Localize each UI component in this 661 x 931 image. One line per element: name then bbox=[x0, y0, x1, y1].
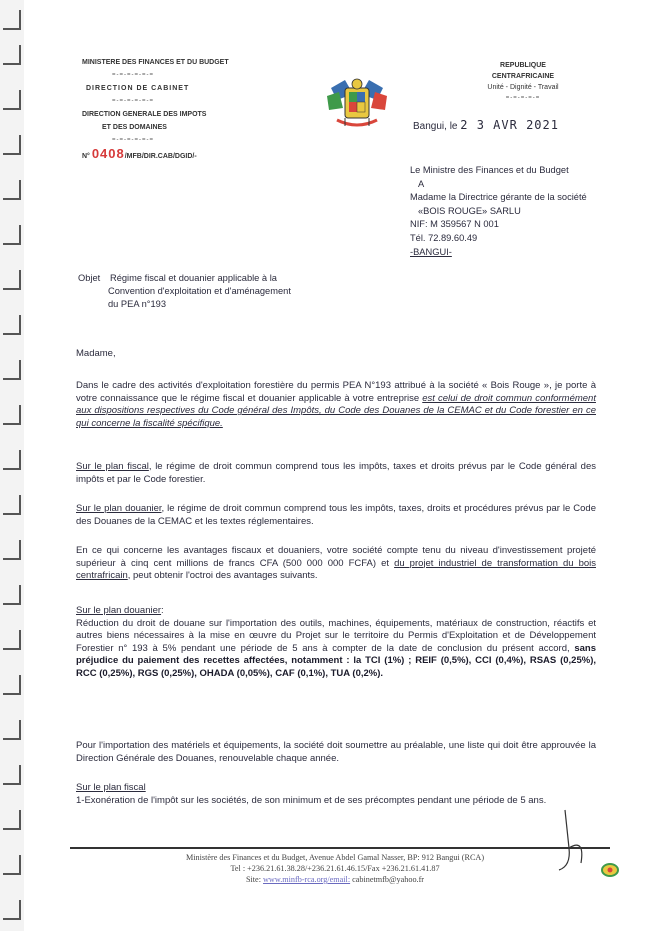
footer-divider bbox=[70, 847, 610, 849]
footer-phone: Tel : +236.21.61.38.28/+236.21.61.46.15/Fax +236.21.61.41.87 bbox=[230, 864, 440, 873]
paragraph-7 bbox=[76, 782, 596, 807]
ref-suffix: /MFB/DIR.CAB/DGID/- bbox=[124, 153, 197, 160]
subject-line-1: Régime fiscal et douanier applicable à la bbox=[110, 273, 277, 283]
p5-title: Sur le plan douanier bbox=[76, 605, 162, 616]
letter-subject bbox=[78, 272, 338, 312]
direction-generale: DIRECTION GENERALE DES IMPOTS bbox=[82, 111, 207, 118]
ministry-name: MINISTERE DES FINANCES ET DU BUDGET bbox=[82, 59, 229, 66]
paragraph-5 bbox=[76, 605, 596, 681]
p3-text: , le régime de droit commun comprend tous les impôts, taxes, droits et procédures prévus par le Code des Douanes de la CEMAC et les textes réglementaires. bbox=[76, 503, 596, 527]
paragraph-6 bbox=[76, 740, 596, 765]
company-city: -BANGUI- bbox=[410, 246, 452, 257]
email-address[interactable]: cabinetmfb@yahoo.fr bbox=[352, 875, 425, 884]
company-name: «BOIS ROUGE» SARLU bbox=[418, 205, 521, 216]
address-block bbox=[410, 164, 620, 259]
reference-line bbox=[82, 147, 232, 163]
subject-label: Objet bbox=[78, 273, 101, 283]
salutation bbox=[76, 348, 596, 361]
footer bbox=[120, 852, 550, 885]
email-label: /email: bbox=[327, 875, 351, 884]
p2-title: Sur le plan fiscal bbox=[76, 461, 149, 472]
binder-edge bbox=[0, 0, 24, 931]
country-name: REPUBLIQUE CENTRAFRICAINE bbox=[491, 62, 555, 80]
p5-colon: : bbox=[161, 605, 164, 616]
separator-dots: =-=-=-=-=-= bbox=[112, 72, 155, 78]
date-line bbox=[413, 118, 559, 132]
website-link[interactable]: www.minfb-rca.org bbox=[263, 875, 328, 884]
p2-text: , le régime de droit commun comprend tous les impôts, taxes et droits prévus par le Code général des impôts et par le Code forestier. bbox=[76, 461, 596, 485]
letterhead-left bbox=[82, 56, 232, 163]
p7-text: 1-Exonération de l'impôt sur les sociétés, de son minimum et de ses précomptes pendant une période de 5 ans. bbox=[76, 794, 547, 806]
subject-line-2: Convention d'exploitation et d'aménagement bbox=[108, 286, 291, 297]
paragraph-4 bbox=[76, 545, 596, 583]
p5-text: Réduction du droit de douane sur l'importation des outils, machines, équipements, matériaux de construction, réactifs et autres biens nécessaires à la mise en œuvre du Projet sur le territoire du Permis d'Exploitation et de Développement Forestier n° 193 à 5% pendant une période de 5 ans à compter de la date de conclusion du présent accord, bbox=[76, 617, 596, 654]
sender: Le Ministre des Finances et du Budget bbox=[410, 165, 569, 175]
coat-of-arms-emblem bbox=[323, 74, 391, 136]
footer-emblem-icon bbox=[600, 862, 620, 878]
date-stamp: 2 3 AVR 2021 bbox=[460, 118, 559, 132]
paragraph-3 bbox=[76, 503, 596, 528]
paragraph-1 bbox=[76, 380, 596, 430]
date-place: Bangui, le bbox=[413, 121, 458, 132]
separator-dots: =-=-=-=-=-= bbox=[112, 98, 155, 104]
footer-site-label: Site: bbox=[245, 875, 261, 884]
p1-text: Dans le cadre des activités d'exploitation forestière du permis PEA N°193 attribué à la société « Bois Rouge », je porte à votre connaissance que le régime fiscal et douanier applicable à votre entreprise bbox=[76, 380, 596, 404]
signature-mark bbox=[545, 808, 590, 878]
company-nif: NIF: M 359567 N 001 bbox=[410, 219, 499, 230]
p4-emphasis: du projet industriel de transformation du bois centrafricain bbox=[76, 557, 596, 582]
ref-number: 0408 bbox=[91, 146, 125, 161]
p3-title: Sur le plan douanier bbox=[76, 503, 162, 514]
ref-prefix: N° bbox=[82, 153, 90, 160]
to-marker: A bbox=[418, 178, 425, 189]
national-motto: Unité - Dignité - Travail bbox=[487, 84, 559, 91]
p7-title: Sur le plan fiscal bbox=[76, 782, 146, 793]
p1-emphasis: est celui de droit commun conformément aux dispositions respectives du Code général des Impôts, du Code des Douanes de la CEMAC et du Code forestier en ce qui concerne la fiscalité spécifique. bbox=[76, 392, 596, 429]
p4-text-c: , peut obtenir l'octroi des avantages suivants. bbox=[127, 570, 318, 582]
separator-dots: =-=-=-=-=-= bbox=[112, 137, 155, 143]
direction-domaines: ET DES DOMAINES bbox=[102, 124, 167, 131]
letterhead-right bbox=[468, 60, 578, 104]
recipient: Madame la Directrice gérante de la société bbox=[410, 192, 587, 203]
paragraph-2 bbox=[76, 461, 596, 486]
p5-bold: sans préjudice du paiement des recettes affectées, notamment : la TCI (1%) ; REIF (0,5%), CCI (0,4%), RSAS (0,25%), RCC (0,25%), RGS (0,25%), OHADA (0,05%), CAF (0,1%), TUA (0,2%). bbox=[76, 642, 596, 679]
cabinet-name: DIRECTION DE CABINET bbox=[86, 85, 190, 92]
salutation-text: Madame, bbox=[76, 348, 116, 359]
footer-address: Ministère des Finances et du Budget, Avenue Abdel Gamal Nasser, BP: 912 Bangui (RCA) bbox=[185, 853, 485, 862]
p6-text: Pour l'importation des matériels et équipements, la société doit soumettre au préalable, une liste qui doit être approuvée la Direction Générale des Douanes, renouvelable chaque année. bbox=[76, 740, 596, 764]
company-phone: Tél. 72.89.60.49 bbox=[410, 232, 478, 243]
separator-dots: =-=-=-=-= bbox=[505, 95, 541, 101]
subject-line-3: du PEA n°193 bbox=[108, 299, 166, 310]
footer-contact bbox=[120, 874, 550, 885]
p4-text-a: En ce qui concerne les avantages fiscaux et douaniers, votre société compte tenu du niveau d'investissement projeté supérieur à cinq cent millions de francs CFA (500 000 000 FCFA) et bbox=[76, 545, 596, 569]
